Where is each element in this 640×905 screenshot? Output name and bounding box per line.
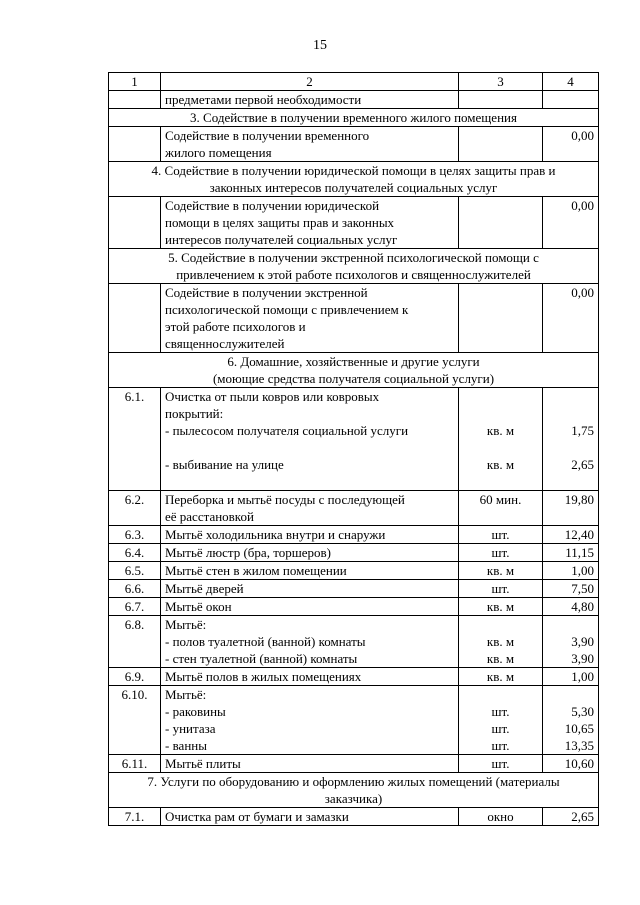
column-header: 4 [543, 73, 599, 91]
price-value: 11,15 [543, 544, 599, 562]
table-row [109, 91, 599, 109]
price-value: 1,00 [543, 562, 599, 580]
unit-cell: шт. [459, 544, 543, 562]
section-row [109, 353, 599, 388]
table-row [109, 562, 599, 580]
page-number: 15 [313, 38, 327, 53]
table-row [109, 284, 599, 353]
price-cell: 1,75 2,65 [543, 388, 599, 491]
row-number: 6.2. [109, 491, 161, 526]
table-row [109, 544, 599, 562]
row-number: 6.6. [109, 580, 161, 598]
service-name: Мытьё: - полов туалетной (ванной) комнаты - стен туалетной (ванной) комнаты [161, 616, 459, 668]
unit-cell: 60 мин. [459, 491, 543, 526]
service-name: Переборка и мытьё посуды с последующей её расстановкой [161, 491, 459, 526]
service-name: Мытьё люстр (бра, торшеров) [161, 544, 459, 562]
unit-cell: шт. [459, 526, 543, 544]
service-name: Мытьё полов в жилых помещениях [161, 668, 459, 686]
price-value: 0,00 [543, 127, 599, 162]
price-cell: 3,90 3,90 [543, 616, 599, 668]
price-value: 10,60 [543, 755, 599, 773]
section-row [109, 773, 599, 808]
row-number: 6.8. [109, 616, 161, 668]
unit-cell: шт. [459, 755, 543, 773]
row-number: 6.11. [109, 755, 161, 773]
unit-cell: окно [459, 808, 543, 826]
row-number: 6.10. [109, 686, 161, 755]
row-number: 6.5. [109, 562, 161, 580]
table-row [109, 755, 599, 773]
table-row [109, 197, 599, 249]
service-name: Мытьё окон [161, 598, 459, 616]
service-name: Мытьё холодильника внутри и снаружи [161, 526, 459, 544]
table-row [109, 808, 599, 826]
column-header: 3 [459, 73, 543, 91]
service-name: Мытьё плиты [161, 755, 459, 773]
service-name: Мытьё: - раковины - унитаза - ванны [161, 686, 459, 755]
table-row [109, 127, 599, 162]
service-name: Мытьё дверей [161, 580, 459, 598]
table-row [109, 388, 599, 491]
price-value: 2,65 [543, 808, 599, 826]
column-header: 2 [161, 73, 459, 91]
table-header-row [109, 73, 599, 91]
row-number: 6.7. [109, 598, 161, 616]
unit-cell: шт. [459, 580, 543, 598]
row-number: 6.9. [109, 668, 161, 686]
section-row [109, 162, 599, 197]
table-row [109, 598, 599, 616]
price-value: 12,40 [543, 526, 599, 544]
service-name: Очистка от пыли ковров или ковровых покрытий: - пылесосом получателя социальной услуги - выбивание на улице [161, 388, 459, 491]
price-value: 19,80 [543, 491, 599, 526]
table-row [109, 526, 599, 544]
table-row [109, 668, 599, 686]
price-cell: 5,30 10,65 13,35 [543, 686, 599, 755]
price-value: 4,80 [543, 598, 599, 616]
section-title: 3. Содействие в получении временного жилого помещения [109, 109, 599, 127]
unit-cell: кв. м кв. м [459, 616, 543, 668]
row-number: 6.1. [109, 388, 161, 491]
section-title: 5. Содействие в получении экстренной психологической помощи с привлечением к этой работе психологов и священнослужителей [109, 249, 599, 284]
price-value: 1,00 [543, 668, 599, 686]
section-row [109, 249, 599, 284]
table-row [109, 686, 599, 755]
price-value: 0,00 [543, 284, 599, 353]
column-header: 1 [109, 73, 161, 91]
section-row [109, 109, 599, 127]
section-title: 4. Содействие в получении юридической помощи в целях защиты прав и законных интересов получателей социальных услуг [109, 162, 599, 197]
row-number: 6.3. [109, 526, 161, 544]
service-name: Содействие в получении экстренной психологической помощи с привлечением к этой работе психологов и священнослужителей [161, 284, 459, 353]
price-value: 7,50 [543, 580, 599, 598]
unit-cell: кв. м [459, 668, 543, 686]
price-value: 0,00 [543, 197, 599, 249]
unit-cell: кв. м [459, 562, 543, 580]
unit-cell: шт. шт. шт. [459, 686, 543, 755]
service-name: Содействие в получении временного жилого помещения [161, 127, 459, 162]
table-row [109, 491, 599, 526]
unit-cell: кв. м кв. м [459, 388, 543, 491]
table-row [109, 580, 599, 598]
service-name: Очистка рам от бумаги и замазки [161, 808, 459, 826]
table-row [109, 616, 599, 668]
row-number: 7.1. [109, 808, 161, 826]
service-name: Содействие в получении юридической помощи в целях защиты прав и законных интересов получателей социальных услуг [161, 197, 459, 249]
section-title: 7. Услуги по оборудованию и оформлению жилых помещений (материалы заказчика) [109, 773, 599, 808]
tariff-table [108, 72, 599, 826]
service-name: предметами первой необходимости [161, 91, 459, 109]
section-title: 6. Домашние, хозяйственные и другие услуги (моющие средства получателя социальной услуги) [109, 353, 599, 388]
unit-cell: кв. м [459, 598, 543, 616]
service-name: Мытьё стен в жилом помещении [161, 562, 459, 580]
row-number: 6.4. [109, 544, 161, 562]
